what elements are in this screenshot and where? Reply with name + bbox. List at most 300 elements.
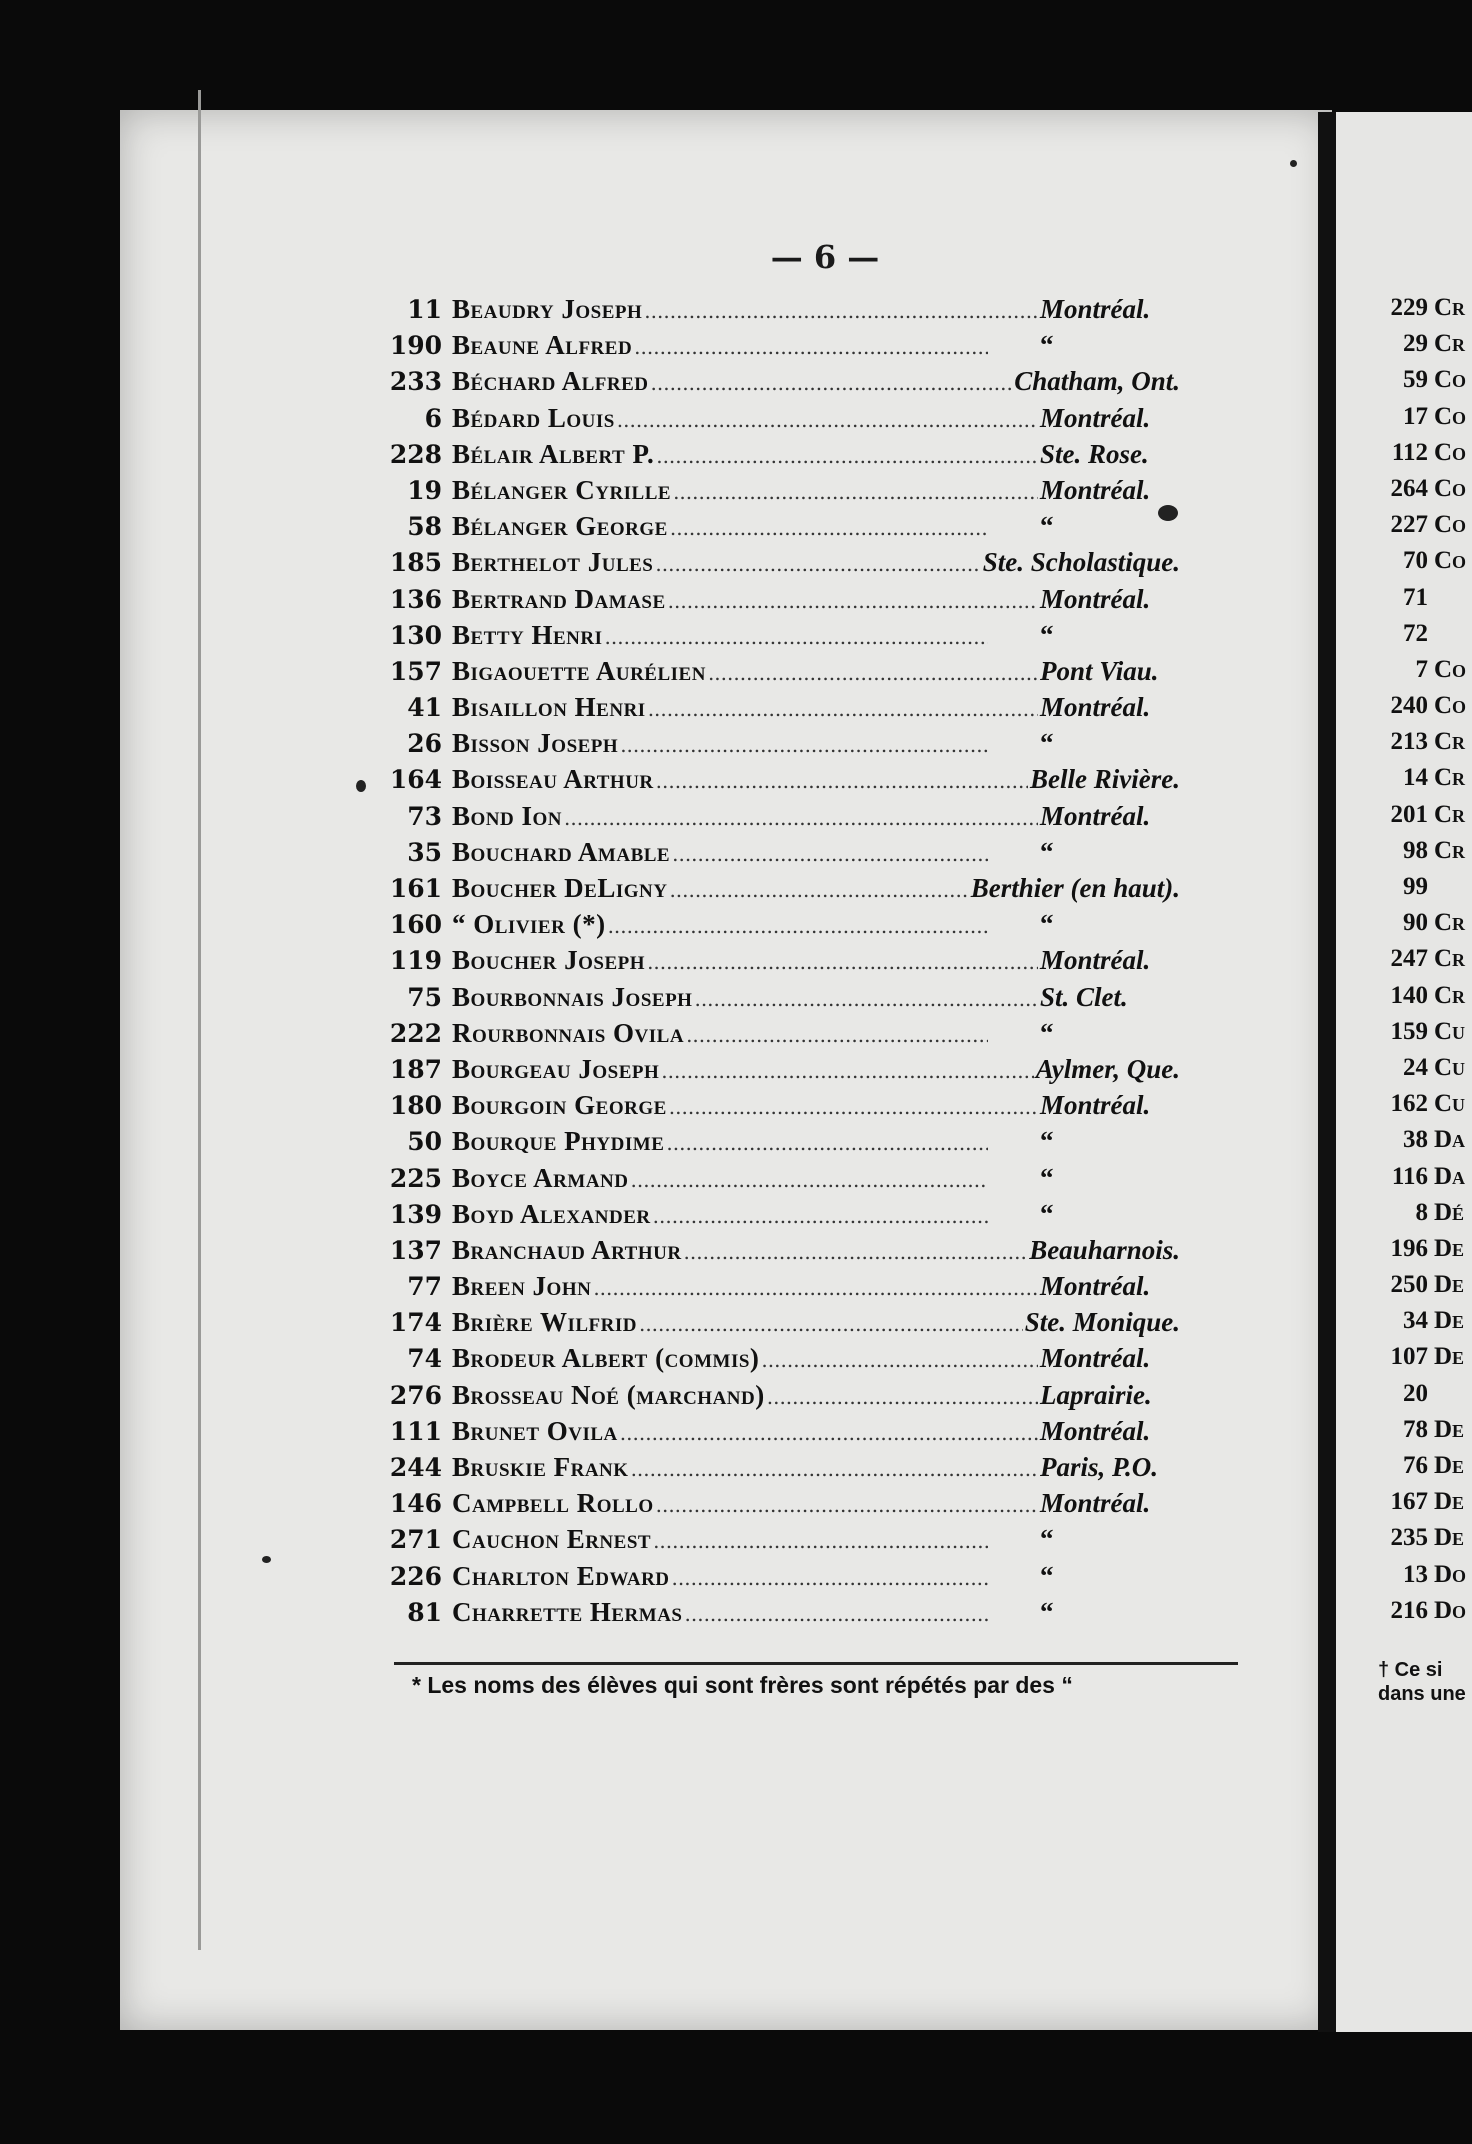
student-name: Charrette Hermas (452, 1596, 683, 1627)
student-number: 180 (389, 1091, 442, 1121)
student-name-fragment: Cr (1434, 764, 1466, 792)
ink-blot (1158, 505, 1178, 521)
student-number: 75 (407, 982, 442, 1012)
student-number: 227 (1390, 511, 1428, 539)
dot-leader (672, 1566, 988, 1590)
list-item (1370, 1163, 1466, 1199)
student-number: 146 (389, 1489, 442, 1519)
list-item (380, 1524, 1180, 1560)
student-number: 35 (407, 837, 442, 867)
list-item (1370, 620, 1466, 656)
student-name: Rourbonnais Ovila (452, 1017, 685, 1048)
student-name: Branchaud Arthur (452, 1234, 682, 1265)
dot-leader (653, 1204, 988, 1228)
student-hometown: “ (1040, 330, 1054, 361)
dot-leader (669, 1095, 1038, 1119)
student-name: Bisaillon Henri (452, 692, 646, 723)
student-list (380, 294, 1180, 1633)
ink-speck (262, 1556, 271, 1563)
student-name: Campbell Rollo (452, 1488, 654, 1519)
student-number: 164 (389, 765, 442, 795)
student-name-fragment: Do (1434, 1560, 1467, 1588)
student-hometown: Montréal. (1040, 1488, 1151, 1519)
student-name-fragment: Cr (1434, 728, 1466, 756)
gutter-divider (1318, 112, 1336, 2032)
dot-leader (631, 1457, 1038, 1481)
list-item (1370, 366, 1466, 402)
footnote-line: dans une (1378, 1683, 1466, 1705)
list-item (380, 366, 1180, 402)
student-number: 112 (1391, 438, 1428, 466)
dot-leader (686, 1023, 988, 1047)
student-number: 229 (1390, 294, 1428, 321)
list-item (380, 1452, 1180, 1488)
student-hometown: “ (1040, 1017, 1054, 1048)
student-name: Boucher Joseph (452, 945, 646, 976)
student-name: Bisson Joseph (452, 728, 619, 759)
student-number: 34 (1403, 1307, 1428, 1335)
student-number: 161 (389, 874, 442, 903)
student-hometown: Montréal. (1040, 474, 1151, 505)
student-hometown: Montréal. (1040, 1090, 1151, 1121)
student-name-fragment: Cr (1434, 981, 1466, 1009)
student-name: Betty Henri (452, 619, 603, 650)
student-number: 38 (1403, 1126, 1428, 1154)
list-item (1370, 511, 1466, 547)
student-number: 59 (1403, 366, 1428, 394)
student-name-fragment: Do (1434, 1596, 1467, 1624)
student-number: 71 (1403, 583, 1428, 611)
list-item (1370, 1416, 1466, 1452)
dot-leader (684, 1240, 1028, 1264)
list-item (380, 1163, 1180, 1199)
list-item (380, 1199, 1180, 1235)
footnote: * Les noms des élèves qui sont frères sont répétés par des “ (412, 1672, 1073, 1698)
adjacent-page-list (1370, 294, 1466, 1633)
student-name: Breen John (452, 1271, 592, 1302)
student-hometown: Montréal. (1040, 294, 1151, 324)
student-number: 11 (407, 295, 442, 324)
student-name: Brodeur Albert (commis) (452, 1343, 760, 1374)
student-name: Boisseau Arthur (452, 764, 654, 795)
dot-leader (593, 1276, 1038, 1300)
student-hometown: Montréal. (1040, 1271, 1151, 1302)
student-number: 167 (1390, 1488, 1428, 1516)
student-number: 196 (1390, 1234, 1428, 1262)
student-number: 240 (1390, 692, 1428, 720)
student-number: 13 (1403, 1560, 1428, 1588)
student-hometown: “ (1040, 836, 1054, 867)
list-item (380, 584, 1180, 620)
list-item (1370, 1307, 1466, 1343)
list-item (1370, 1054, 1466, 1090)
list-item (1370, 656, 1466, 692)
student-number: 187 (389, 1054, 442, 1084)
student-name-fragment: De (1434, 1524, 1465, 1552)
student-hometown: St. Clet. (1040, 981, 1128, 1012)
list-item (1370, 1488, 1466, 1524)
list-item (1370, 909, 1466, 945)
list-item (1370, 764, 1466, 800)
student-hometown: “ (1040, 1126, 1054, 1157)
student-hometown: “ (1040, 1596, 1054, 1627)
list-item (380, 1090, 1180, 1126)
student-hometown: “ (1040, 1524, 1054, 1555)
student-hometown: Chatham, Ont. (1014, 366, 1180, 397)
dot-leader (647, 950, 1038, 974)
student-name-fragment: De (1434, 1452, 1465, 1479)
student-name-fragment: Cr (1434, 294, 1466, 321)
dot-leader (634, 335, 988, 359)
list-item (380, 330, 1180, 366)
list-item (380, 1126, 1180, 1162)
student-number: 159 (1390, 1017, 1428, 1045)
dot-leader (651, 371, 1013, 395)
list-item (1370, 1597, 1466, 1633)
list-item (380, 1488, 1180, 1524)
student-name: Boyd Alexander (452, 1198, 651, 1229)
student-name: Bédard Louis (452, 402, 615, 433)
student-name-fragment: De (1434, 1271, 1465, 1299)
student-name: Bourgeau Joseph (452, 1053, 660, 1084)
student-hometown: “ (1040, 728, 1054, 759)
student-hometown: Laprairie. (1040, 1379, 1152, 1410)
student-name: Brosseau Noé (marchand) (452, 1379, 765, 1410)
dot-leader (608, 914, 988, 938)
student-name-fragment: Cr (1434, 945, 1466, 973)
student-name-fragment: De (1434, 1343, 1465, 1371)
student-number: 111 (389, 1416, 442, 1446)
dot-leader (656, 1493, 1038, 1517)
student-hometown: “ (1040, 1162, 1054, 1193)
list-item (380, 439, 1180, 475)
student-name-fragment: Cu (1434, 1053, 1466, 1081)
list-item (380, 1054, 1180, 1090)
student-name: Bourbonnais Joseph (452, 981, 693, 1012)
student-number: 139 (389, 1199, 442, 1229)
list-item (1370, 1380, 1466, 1416)
student-number: 107 (1390, 1343, 1428, 1371)
student-number: 247 (1390, 945, 1428, 973)
student-name: Brière Wilfrid (452, 1307, 637, 1338)
list-item (1370, 1090, 1466, 1126)
list-item (1370, 982, 1466, 1018)
student-name-fragment: Co (1434, 402, 1467, 430)
dot-leader (605, 625, 988, 649)
list-item (380, 1380, 1180, 1416)
list-item (1370, 584, 1466, 620)
student-number: 20 (1403, 1379, 1428, 1407)
student-number: 185 (389, 548, 442, 578)
list-item (380, 801, 1180, 837)
student-number: 99 (1403, 873, 1428, 900)
list-item (1370, 1126, 1466, 1162)
student-hometown: “ (1040, 909, 1054, 940)
student-name-fragment: Co (1434, 511, 1467, 539)
student-number: 8 (1415, 1198, 1428, 1226)
student-name: Charlton Edward (452, 1560, 670, 1591)
student-name-fragment: Co (1434, 655, 1467, 683)
student-hometown: “ (1040, 1560, 1054, 1591)
student-name: Bélanger Cyrille (452, 474, 672, 505)
student-number: 29 (1403, 330, 1428, 358)
student-number: 70 (1403, 547, 1428, 575)
student-number: 233 (389, 367, 442, 397)
footnote-rule (394, 1662, 1238, 1665)
student-name: Berthelot Jules (452, 547, 654, 578)
list-item (380, 620, 1180, 656)
student-name-fragment: Co (1434, 366, 1467, 394)
student-name: Boyce Armand (452, 1162, 629, 1193)
student-number: 74 (407, 1344, 442, 1374)
student-hometown: Berthier (en haut). (970, 873, 1180, 903)
list-item (380, 1343, 1180, 1379)
student-number: 26 (407, 729, 442, 759)
student-name: Bourque Phydime (452, 1126, 665, 1157)
student-number: 130 (389, 620, 442, 650)
student-name: Beaune Alfred (452, 330, 633, 361)
dot-leader (694, 987, 1038, 1011)
student-number: 244 (389, 1453, 442, 1482)
dot-leader (639, 1312, 1023, 1336)
student-name-fragment: Co (1434, 547, 1467, 575)
student-number: 41 (407, 693, 442, 723)
list-item (380, 1018, 1180, 1054)
student-hometown: Montréal. (1040, 692, 1151, 723)
dot-leader (673, 480, 1038, 504)
student-number: 271 (389, 1525, 442, 1555)
list-item (1370, 1271, 1466, 1307)
student-hometown: “ (1040, 1198, 1054, 1229)
student-name: Brunet Ovila (452, 1415, 618, 1446)
list-item (1370, 1561, 1466, 1597)
dot-leader (666, 1131, 988, 1155)
student-name: Bertrand Damase (452, 583, 666, 614)
student-hometown: Montréal. (1040, 945, 1151, 976)
list-item (380, 1416, 1180, 1452)
student-name-fragment: De (1434, 1307, 1465, 1335)
student-hometown: Montréal. (1040, 800, 1151, 831)
list-item (380, 475, 1180, 511)
student-hometown: Ste. Scholastique. (982, 547, 1180, 578)
list-item (380, 294, 1180, 330)
list-item (380, 1307, 1180, 1343)
student-number: 6 (424, 403, 442, 433)
student-name-fragment: Cr (1434, 909, 1466, 937)
student-hometown: Ste. Rose. (1040, 438, 1149, 469)
student-name-fragment: Cu (1434, 1017, 1466, 1045)
student-hometown: Montréal. (1040, 402, 1151, 433)
student-name-fragment: Cr (1434, 330, 1466, 358)
student-name: Bélanger George (452, 511, 668, 542)
list-item (1370, 294, 1466, 330)
adjacent-page-footnote (1378, 1658, 1466, 1706)
student-number: 228 (389, 439, 442, 469)
list-item (1370, 403, 1466, 439)
list-item (1370, 1452, 1466, 1488)
dot-leader (661, 1059, 1033, 1083)
list-item (380, 1235, 1180, 1271)
student-hometown: Beauharnois. (1029, 1234, 1180, 1265)
student-name-fragment: De (1434, 1234, 1465, 1262)
student-number: 77 (407, 1272, 442, 1302)
student-hometown: “ (1040, 511, 1054, 542)
list-item (380, 837, 1180, 873)
dot-leader (620, 733, 988, 757)
page-number: — 6 — (770, 238, 880, 276)
list-item (1370, 692, 1466, 728)
student-number: 162 (1390, 1090, 1428, 1118)
list-item (1370, 801, 1466, 837)
student-number: 213 (1390, 728, 1428, 756)
list-item (380, 982, 1180, 1018)
list-item (1370, 547, 1466, 583)
student-number: 136 (389, 584, 442, 614)
student-number: 160 (389, 910, 442, 940)
list-item (1370, 1018, 1466, 1054)
list-item (380, 764, 1180, 800)
list-item (380, 547, 1180, 583)
student-number: 235 (1390, 1524, 1428, 1552)
list-item (380, 692, 1180, 728)
footnote-line: † Ce si (1378, 1659, 1443, 1681)
student-name: Bigaouette Aurélien (452, 655, 706, 686)
student-number: 264 (1390, 474, 1428, 502)
dot-leader (644, 299, 1038, 323)
student-number: 222 (389, 1018, 442, 1048)
student-hometown: Montréal. (1040, 583, 1151, 614)
student-number: 137 (389, 1235, 442, 1265)
student-hometown: Belle Rivière. (1030, 764, 1180, 795)
student-hometown: “ (1040, 619, 1054, 650)
list-item (380, 1271, 1180, 1307)
list-item (1370, 1199, 1466, 1235)
dot-leader (653, 1529, 988, 1553)
student-number: 116 (1391, 1162, 1428, 1190)
student-name: Cauchon Ernest (452, 1524, 652, 1555)
student-name: Bourgoin George (452, 1090, 667, 1121)
student-number: 190 (389, 331, 442, 361)
student-number: 81 (407, 1597, 442, 1627)
dot-leader (630, 1168, 988, 1192)
list-item (1370, 945, 1466, 981)
student-hometown: Pont Viau. (1040, 655, 1159, 686)
student-name: Bond Ion (452, 800, 562, 831)
student-number: 78 (1403, 1415, 1428, 1443)
student-name: Bruskie Frank (452, 1452, 629, 1482)
list-item (1370, 439, 1466, 475)
student-number: 50 (407, 1127, 442, 1157)
page-fold-line (198, 90, 201, 1950)
student-name-fragment: Co (1434, 438, 1467, 466)
student-name: “ Olivier (*) (452, 909, 606, 940)
ink-speck (1290, 160, 1297, 167)
student-number: 7 (1415, 655, 1428, 683)
student-number: 98 (1403, 836, 1428, 864)
dot-leader (670, 516, 988, 540)
dot-leader (685, 1602, 989, 1626)
student-name-fragment: Co (1434, 692, 1467, 720)
dot-leader (620, 1421, 1038, 1445)
student-name-fragment: De (1434, 1415, 1465, 1443)
student-number: 216 (1390, 1596, 1428, 1624)
list-item (1370, 475, 1466, 511)
student-name: Boucher DeLigny (452, 873, 668, 903)
student-number: 17 (1403, 402, 1428, 430)
student-number: 72 (1403, 619, 1428, 647)
dot-leader (669, 878, 968, 902)
dot-leader (767, 1385, 1038, 1409)
student-number: 201 (1390, 800, 1428, 828)
list-item (380, 1561, 1180, 1597)
student-name: Bélair Albert P. (452, 438, 655, 469)
list-item (380, 511, 1180, 547)
student-name-fragment: Cr (1434, 800, 1466, 828)
dot-leader (672, 842, 988, 866)
list-item (1370, 1235, 1466, 1271)
dot-leader (656, 769, 1028, 793)
list-item (1370, 1343, 1466, 1379)
student-number: 174 (389, 1308, 442, 1338)
student-number: 157 (389, 656, 442, 686)
list-item (1370, 728, 1466, 764)
student-number: 140 (1390, 981, 1428, 1009)
list-item (1370, 873, 1466, 909)
student-number: 250 (1390, 1271, 1428, 1299)
student-number: 58 (407, 512, 442, 542)
student-hometown: Aylmer, Que. (1035, 1053, 1180, 1084)
dot-leader (708, 661, 1038, 685)
ink-speck (356, 780, 366, 792)
dot-leader (655, 552, 980, 576)
student-name-fragment: Cu (1434, 1090, 1466, 1118)
list-item (1370, 1524, 1466, 1560)
list-item (380, 1597, 1180, 1633)
dot-leader (564, 806, 1038, 830)
list-item (380, 403, 1180, 439)
student-hometown: Montréal. (1040, 1415, 1151, 1446)
student-number: 90 (1403, 909, 1428, 937)
student-name: Bouchard Amable (452, 836, 671, 867)
dot-leader (668, 589, 1038, 613)
student-number: 226 (389, 1561, 442, 1591)
student-name-fragment: Cr (1434, 836, 1466, 864)
student-number: 19 (407, 475, 442, 505)
dot-leader (617, 408, 1038, 432)
list-item (380, 945, 1180, 981)
student-name-fragment: Co (1434, 474, 1467, 502)
dot-leader (656, 444, 1038, 468)
list-item (1370, 837, 1466, 873)
student-name-fragment: Dé (1434, 1198, 1465, 1226)
dot-leader (648, 697, 1038, 721)
student-number: 76 (1403, 1452, 1428, 1479)
student-number: 225 (389, 1163, 442, 1193)
list-item (1370, 330, 1466, 366)
student-name: Béchard Alfred (452, 366, 649, 397)
student-name-fragment: Da (1434, 1126, 1466, 1154)
student-number: 119 (389, 946, 442, 976)
student-hometown: Paris, P.O. (1040, 1452, 1159, 1482)
student-hometown: Ste. Monique. (1024, 1307, 1180, 1338)
student-name: Beaudry Joseph (452, 294, 643, 324)
list-item (380, 728, 1180, 764)
student-number: 24 (1403, 1053, 1428, 1081)
dot-leader (761, 1348, 1038, 1372)
student-number: 73 (407, 801, 442, 831)
list-item (380, 909, 1180, 945)
student-number: 14 (1403, 764, 1428, 792)
